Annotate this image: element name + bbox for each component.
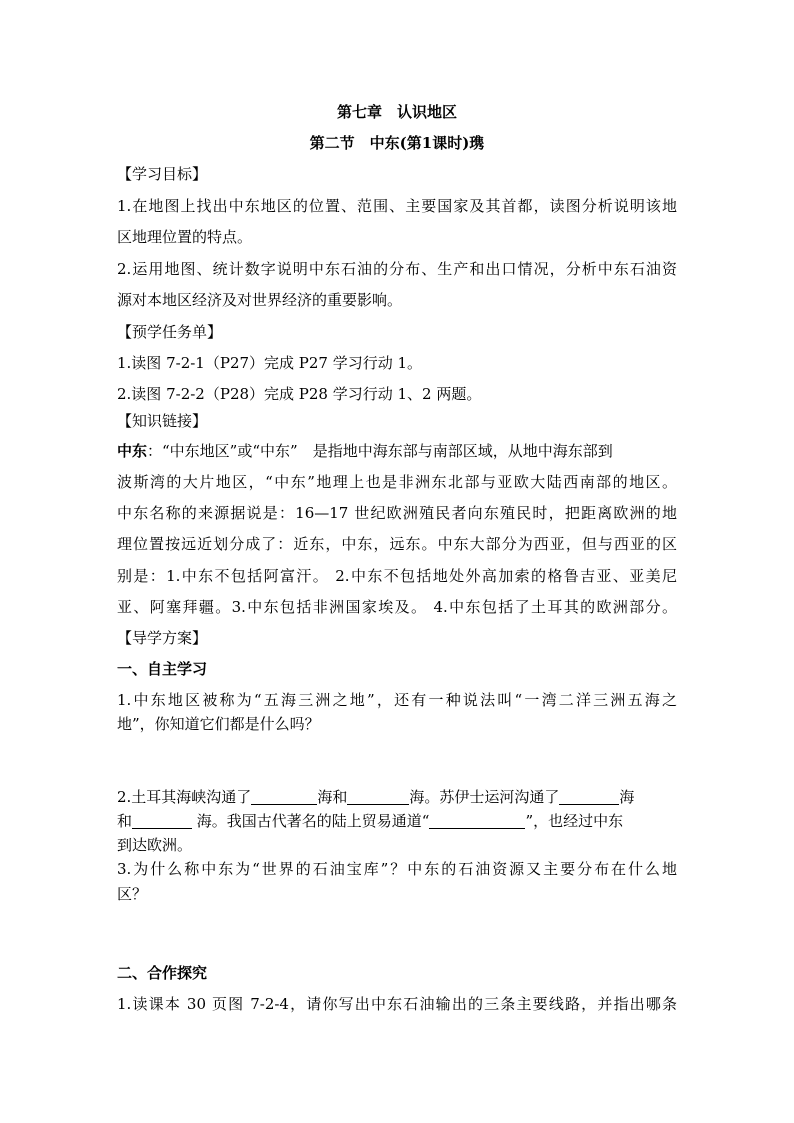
objective-line: 1.在地图上找出中东地区的位置、范围、主要国家及其首都，读图分析说明该地 [117, 197, 677, 215]
question-line: 3.为什么称中东为“世界的石油宝库”？中东的石油资源又主要分布在什么地 [117, 860, 677, 878]
answer-blank[interactable] [251, 788, 317, 805]
knowledge-text: ：“中东地区”或“中东” 是指地中海东部与南部区域，从地中海东部到 [147, 442, 613, 460]
knowledge-heading: 【知识链接】 [117, 412, 208, 430]
question-2-line: 到达欧洲。 [117, 836, 193, 854]
q2-text: 海和 [317, 788, 348, 806]
q2-text: ”，也经过中东 [525, 812, 624, 830]
cooperation-heading: 二、合作探究 [117, 964, 208, 982]
answer-blank[interactable] [559, 788, 619, 805]
knowledge-line: 别是：1.中东不包括阿富汗。 2.中东不包括地处外高加索的格鲁吉亚、亚美尼 [117, 567, 677, 585]
question-2-line [117, 810, 677, 832]
objectives-heading: 【学习目标】 [117, 165, 208, 183]
answer-blank[interactable] [132, 812, 192, 829]
knowledge-line: 中东名称的来源据说是：16—17 世纪欧洲殖民者向东殖民时，把距离欧洲的地 [117, 504, 677, 522]
knowledge-line: 波斯湾的大片地区，“中东”地理上也是非洲东北部与亚欧大陆西南部的地区。 [117, 473, 677, 491]
q2-text: 海。苏伊士运河沟通了 [409, 788, 560, 806]
answer-blank[interactable] [347, 788, 409, 805]
question-line: 区？ [117, 885, 148, 903]
knowledge-line: 亚、阿塞拜疆。3.中东包括非洲国家埃及。 4.中东包括了土耳其的欧洲部分。 [117, 598, 677, 616]
preview-item: 1.读图 7-2-1（P27）完成 P27 学习行动 1。 [117, 354, 423, 372]
knowledge-term: 中东 [117, 442, 148, 460]
section-title: 第二节 中东(第1课时)㻪 [309, 134, 485, 152]
question-line: 地”，你知道它们都是什么吗？ [117, 715, 320, 733]
question-line: 1.中东地区被称为“五海三洲之地”，还有一种说法叫“一湾二洋三洲五海之 [117, 691, 677, 709]
knowledge-line [117, 440, 677, 462]
q2-text: 海 [619, 788, 635, 806]
q2-text: 海。我国古代著名的陆上贸易通道“ [192, 812, 430, 830]
preview-item: 2.读图 7-2-2（P28）完成 P28 学习行动 1、2 两题。 [117, 385, 482, 403]
guide-heading: 【导学方案】 [117, 629, 208, 647]
question-line: 1.读课本 30 页图 7-2-4，请你写出中东石油输出的三条主要线路，并指出哪条 [117, 995, 677, 1013]
objective-line: 区地理位置的特点。 [117, 228, 253, 246]
objective-line: 源对本地区经济及对世界经济的重要影响。 [117, 291, 403, 309]
answer-blank[interactable] [429, 812, 525, 829]
q2-text: 和 [117, 812, 133, 830]
q2-text: 2.土耳其海峡沟通了 [117, 788, 252, 806]
chapter-title: 第七章 认识地区 [336, 103, 457, 121]
self-study-heading: 一、自主学习 [117, 660, 208, 678]
objective-line: 2.运用地图、统计数字说明中东石油的分布、生产和出口情况，分析中东石油资 [117, 260, 677, 278]
knowledge-line: 理位置按远近划分成了：近东，中东，远东。中东大部分为西亚，但与西亚的区 [117, 535, 677, 553]
question-2-line [117, 786, 677, 808]
preview-heading: 【预学任务单】 [117, 323, 223, 341]
